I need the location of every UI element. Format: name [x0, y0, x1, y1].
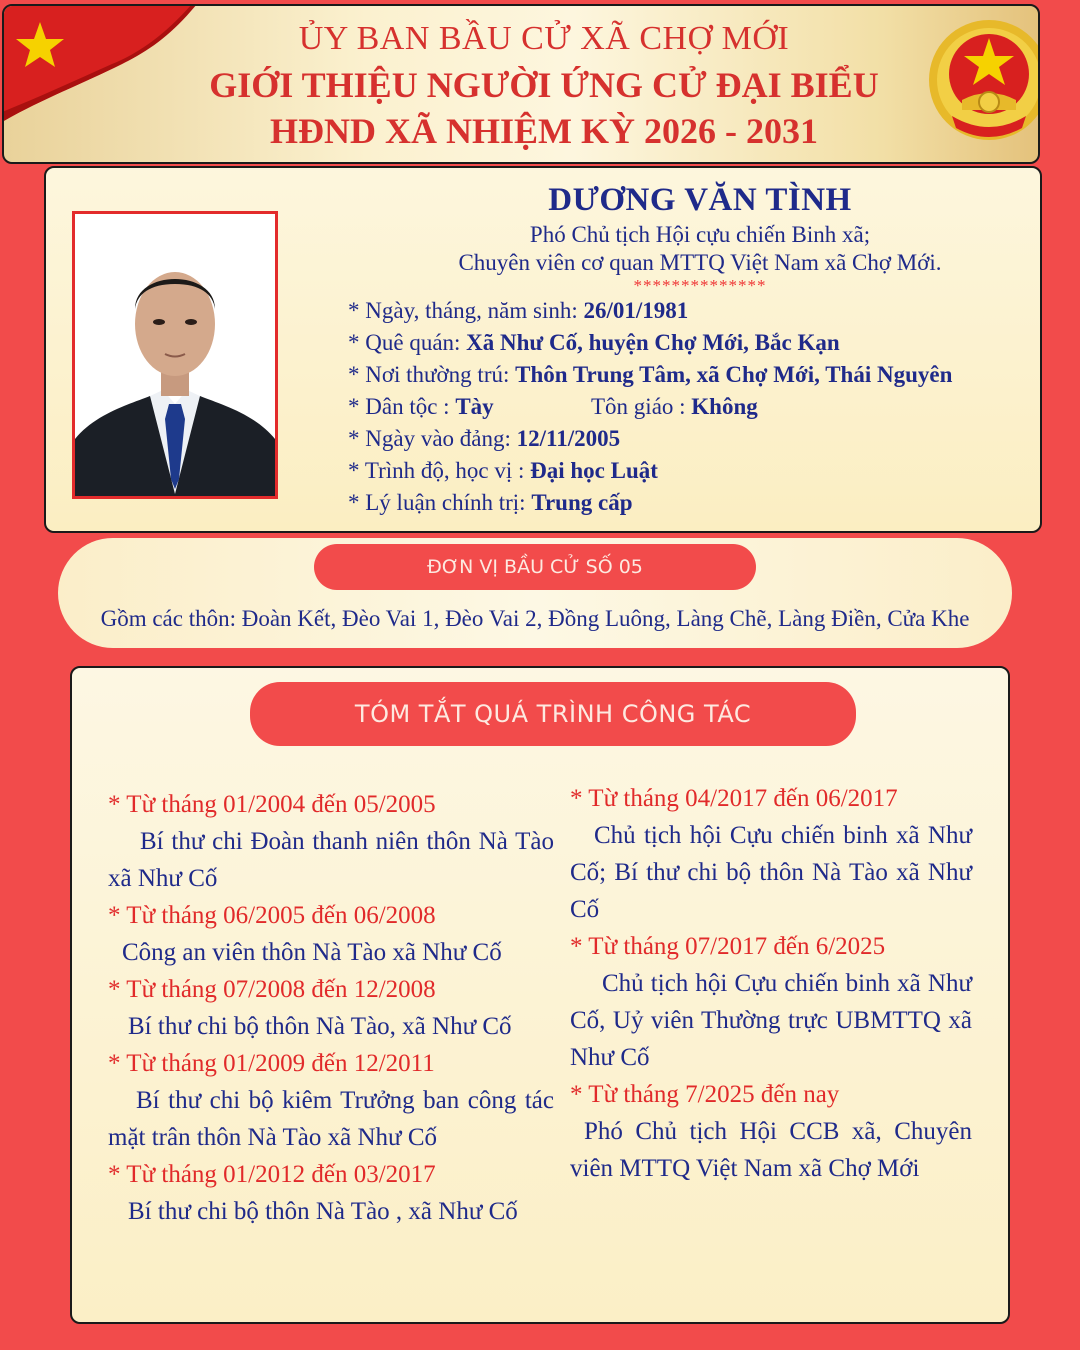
work-entry-desc: Bí thư chi bộ thôn Nà Tào , xã Như Cố — [128, 1198, 518, 1225]
field-label: * Trình độ, học vị : — [348, 458, 531, 483]
work-history-right-column — [570, 780, 972, 1187]
field-birth — [348, 298, 688, 324]
portrait-icon — [75, 214, 275, 496]
work-history-left-column — [108, 786, 554, 1230]
field-value: Trung cấp — [531, 490, 633, 515]
star-divider: ************** — [633, 276, 767, 295]
header-banner — [2, 4, 1040, 164]
work-entry — [108, 897, 554, 971]
field-religion — [591, 394, 758, 420]
field-party — [348, 426, 620, 452]
field-label: * Quê quán: — [348, 330, 467, 355]
field-label: * Ngày, tháng, năm sinh: — [348, 298, 584, 323]
field-label: * Nơi thường trú: — [348, 362, 516, 387]
field-education — [348, 458, 658, 484]
header-line-2: GIỚI THIỆU NGƯỜI ỨNG CỬ ĐẠI BIỂU — [209, 65, 879, 105]
work-entry-desc: Bí thư chi Đoàn thanh niên thôn Nà Tào xã Như Cố — [108, 828, 554, 892]
work-entry-time: * Từ tháng 01/2012 đến 03/2017 — [108, 1161, 436, 1188]
work-entry-time: * Từ tháng 7/2025 đến nay — [570, 1081, 840, 1108]
field-value: Thôn Trung Tâm, xã Chợ Mới, Thái Nguyên — [515, 362, 953, 387]
header-line-3: HĐND XÃ NHIỆM KỲ 2026 - 2031 — [270, 111, 818, 151]
field-residence — [348, 362, 952, 388]
work-entry — [570, 928, 972, 1076]
work-entry-desc: Chủ tịch hội Cựu chiến binh xã Như Cố, Uỷ viên Thường trực UBMTTQ xã Như Cố — [570, 970, 972, 1071]
work-entry — [570, 1076, 972, 1187]
work-entry-time: * Từ tháng 06/2005 đến 06/2008 — [108, 902, 436, 929]
candidate-name: DƯƠNG VĂN TÌNH — [548, 182, 852, 218]
field-label: Tôn giáo : — [591, 394, 692, 419]
field-ethnic — [348, 394, 494, 420]
work-entry-time: * Từ tháng 07/2017 đến 6/2025 — [570, 933, 886, 960]
work-entry-time: * Từ tháng 01/2004 đến 05/2005 — [108, 791, 436, 818]
work-entry-time: * Từ tháng 01/2009 đến 12/2011 — [108, 1050, 435, 1077]
work-entry — [570, 780, 972, 928]
field-value: Đại học Luật — [530, 458, 658, 483]
field-label: * Ngày vào đảng: — [348, 426, 517, 451]
field-value: Xã Như Cố, huyện Chợ Mới, Bắc Kạn — [466, 330, 840, 355]
work-entry-desc: Chủ tịch hội Cựu chiến binh xã Như Cố; Bí thư chi bộ thôn Nà Tào xã Như Cố — [570, 822, 972, 923]
work-entry — [108, 1045, 554, 1156]
field-value: 26/01/1981 — [583, 298, 689, 323]
candidate-position-2: Chuyên viên cơ quan MTTQ Việt Nam xã Chợ Mới. — [458, 250, 942, 275]
work-entry — [108, 786, 554, 897]
candidate-position-1: Phó Chủ tịch Hội cựu chiến Binh xã; — [529, 222, 871, 247]
field-politics — [348, 490, 633, 516]
work-history-title: TÓM TẮT QUÁ TRÌNH CÔNG TÁC — [250, 682, 856, 746]
work-entry-desc: Phó Chủ tịch Hội CCB xã, Chuyên viên MTTQ Việt Nam xã Chợ Mới — [570, 1118, 972, 1182]
field-label: * Lý luận chính trị: — [348, 490, 532, 515]
work-entry — [108, 971, 554, 1045]
candidate-photo — [72, 211, 278, 499]
field-label: * Dân tộc : — [348, 394, 456, 419]
work-entry-time: * Từ tháng 04/2017 đến 06/2017 — [570, 785, 898, 812]
field-hometown — [348, 330, 840, 356]
field-value: Không — [691, 394, 758, 419]
header-line-1: ỦY BAN BẦU CỬ XÃ CHỢ MỚI — [298, 20, 790, 57]
work-entry-time: * Từ tháng 07/2008 đến 12/2008 — [108, 976, 436, 1003]
work-entry-desc: Bí thư chi bộ thôn Nà Tào, xã Như Cố — [128, 1013, 512, 1040]
work-entry-desc: Bí thư chi bộ kiêm Trưởng ban công tác mặt trân thôn Nà Tào xã Như Cố — [108, 1087, 554, 1151]
work-entry-desc: Công an viên thôn Nà Tào xã Như Cố — [122, 939, 502, 966]
work-entry — [108, 1156, 554, 1230]
election-unit-title: ĐƠN VỊ BẦU CỬ SỐ 05 — [314, 544, 756, 590]
field-value: 12/11/2005 — [516, 426, 621, 451]
election-unit-villages: Gồm các thôn: Đoàn Kết, Đèo Vai 1, Đèo Vai 2, Đồng Luông, Làng Chẽ, Làng Điền, Cửa Khe — [100, 606, 970, 631]
field-value: Tày — [455, 394, 494, 419]
